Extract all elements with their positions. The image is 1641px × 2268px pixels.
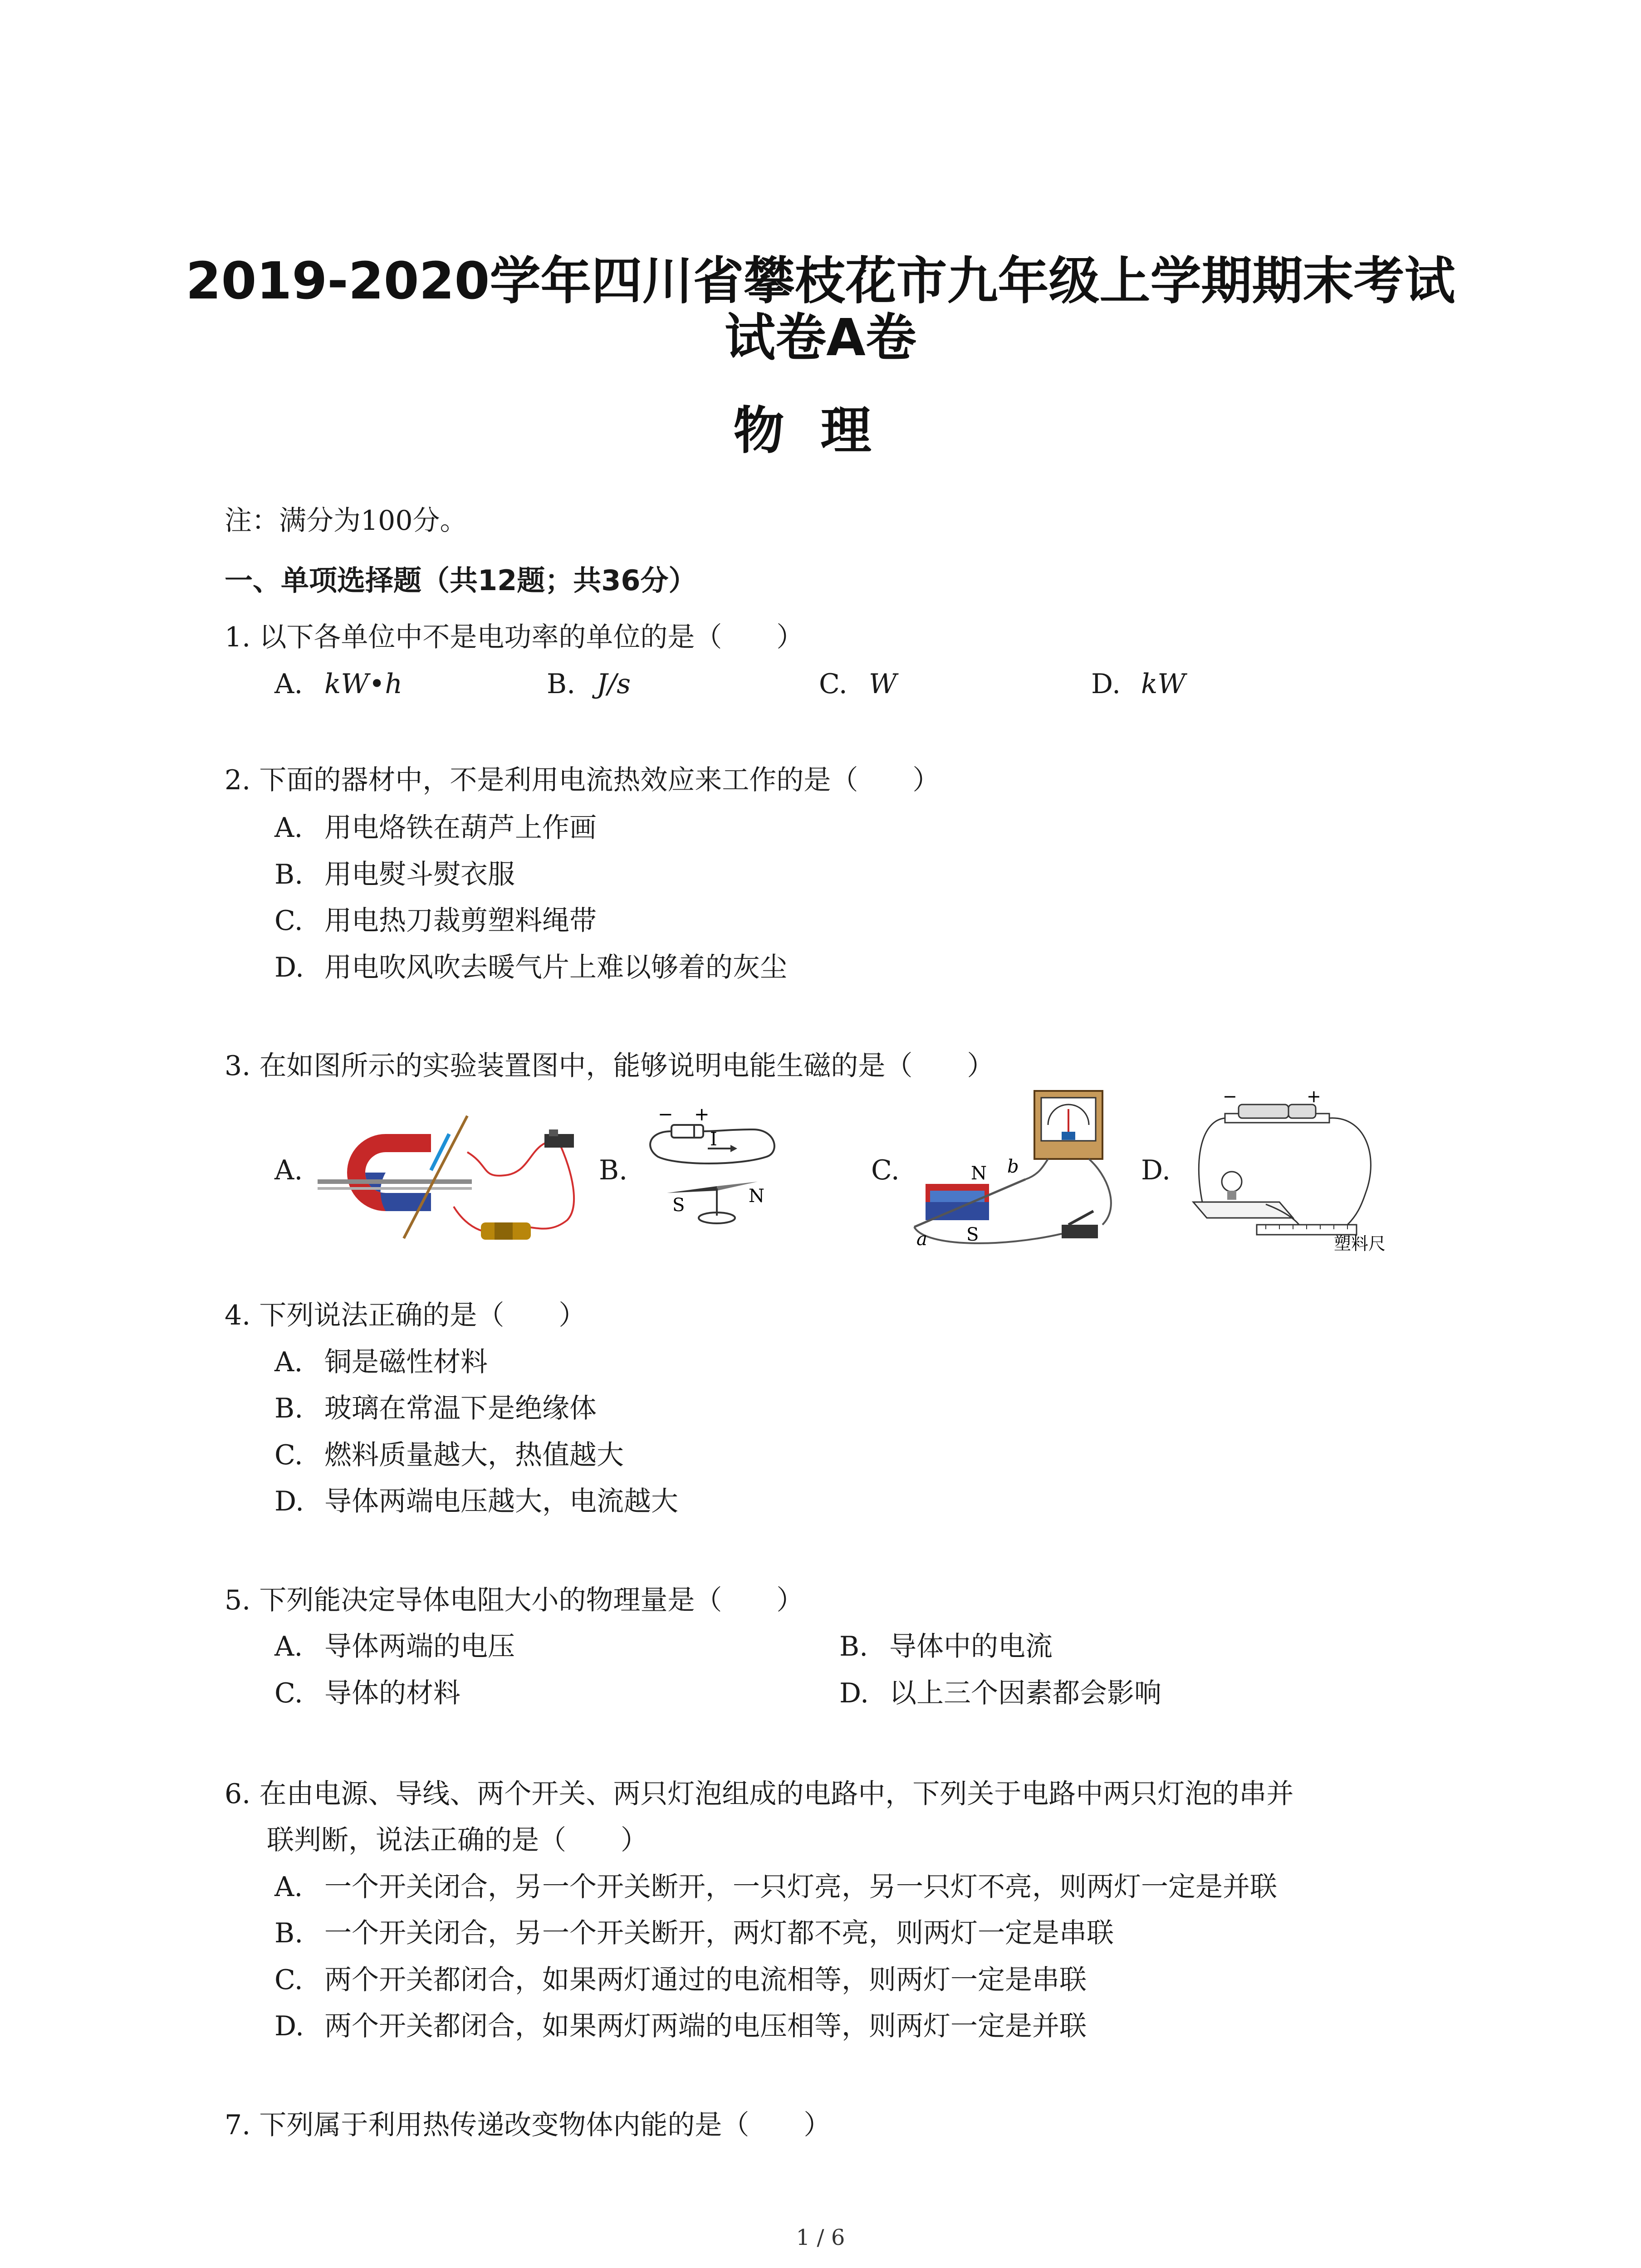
- q3-figure-b-oersted-experiment: [640, 1104, 785, 1229]
- page-number: 1 / 6: [796, 2225, 845, 2250]
- q4-option-a: A. 铜是磁性材料: [274, 1346, 488, 1378]
- fig-c-b-label: b: [1007, 1156, 1019, 1177]
- q5-option-d: D. 以上三个因素都会影响: [839, 1677, 1161, 1709]
- exam-title-line1: 2019-2020学年四川省攀枝花市九年级上学期期末考试: [186, 252, 1455, 311]
- question-3-stem: 3. 在如图所示的实验装置图中，能够说明电能生磁的是（ ）: [225, 1050, 994, 1082]
- q5-option-c: C. 导体的材料: [274, 1677, 460, 1709]
- q5-option-b: B. 导体中的电流: [839, 1631, 1053, 1662]
- fig-c-a-label: a: [916, 1229, 927, 1250]
- q3-figure-c-galvanometer-experiment: [912, 1089, 1125, 1252]
- fig-b-plus-label: +: [694, 1104, 710, 1125]
- fig-b-current-label: I: [710, 1129, 717, 1150]
- q3-label-d: D.: [1141, 1154, 1171, 1186]
- question-5-stem: 5. 下列能决定导体电阻大小的物理量是（ ）: [225, 1584, 804, 1616]
- question-6-stem-continued: 联判断，说法正确的是（ ）: [267, 1824, 648, 1856]
- fig-b-north-label: N: [749, 1186, 764, 1207]
- fig-b-minus-label: −: [658, 1104, 673, 1125]
- fig-d-plus-label: +: [1307, 1086, 1321, 1106]
- q3-figure-d-conductivity-experiment: [1184, 1086, 1393, 1254]
- q3-label-b: B.: [599, 1154, 628, 1186]
- q1-option-a: A. kW•h: [274, 668, 403, 700]
- fig-b-south-label: S: [672, 1195, 685, 1216]
- q1-option-b: B. J/s: [547, 668, 631, 700]
- q5-option-a: A. 导体两端的电压: [274, 1631, 515, 1662]
- fig-c-north-label: N: [971, 1163, 987, 1184]
- question-1-stem: 1. 以下各单位中不是电功率的单位的是（ ）: [225, 621, 804, 653]
- fig-c-south-label: S: [966, 1224, 979, 1245]
- q2-option-c: C. 用电热刀裁剪塑料绳带: [274, 905, 597, 937]
- q6-option-a: A. 一个开关闭合，另一个开关断开，一只灯亮，另一只灯不亮，则两灯一定是并联: [274, 1871, 1277, 1903]
- fig-d-minus-label: −: [1223, 1086, 1237, 1106]
- question-6-stem: 6. 在由电源、导线、两个开关、两只灯泡组成的电路中，下列关于电路中两只灯泡的串并: [225, 1778, 1294, 1810]
- q1-option-c: C. W: [819, 668, 897, 700]
- subject-title: 物理: [733, 401, 908, 460]
- q3-label-a: A.: [274, 1154, 303, 1186]
- exam-title-line2: 试卷A卷: [725, 308, 916, 367]
- q4-option-c: C. 燃料质量越大，热值越大: [274, 1439, 624, 1471]
- q6-option-c: C. 两个开关都闭合，如果两灯通过的电流相等，则两灯一定是串联: [274, 1964, 1087, 1996]
- q3-figure-a-magnet-experiment: [318, 1102, 581, 1247]
- q2-option-b: B. 用电熨斗熨衣服: [274, 859, 515, 890]
- fig-d-ruler-label: 塑料尺: [1334, 1234, 1386, 1254]
- question-2-stem: 2. 下面的器材中，不是利用电流热效应来工作的是（ ）: [225, 764, 940, 796]
- q6-option-d: D. 两个开关都闭合，如果两灯两端的电压相等，则两灯一定是并联: [274, 2010, 1087, 2042]
- q1-option-d: D. kW: [1091, 668, 1186, 700]
- q3-label-c: C.: [871, 1154, 900, 1186]
- section-heading: 一、单项选择题（共12题；共36分）: [225, 564, 697, 597]
- q6-option-b: B. 一个开关闭合，另一个开关断开，两灯都不亮，则两灯一定是串联: [274, 1917, 1114, 1949]
- q2-option-a: A. 用电烙铁在葫芦上作画: [274, 812, 597, 844]
- score-note: 注：满分为100分。: [225, 505, 467, 537]
- q4-option-d: D. 导体两端电压越大，电流越大: [274, 1486, 678, 1517]
- q2-option-d: D. 用电吹风吹去暖气片上难以够着的灰尘: [274, 952, 787, 983]
- question-4-stem: 4. 下列说法正确的是（ ）: [225, 1300, 586, 1331]
- question-7-stem: 7. 下列属于利用热传递改变物体内能的是（ ）: [225, 2109, 831, 2141]
- q4-option-b: B. 玻璃在常温下是绝缘体: [274, 1393, 597, 1424]
